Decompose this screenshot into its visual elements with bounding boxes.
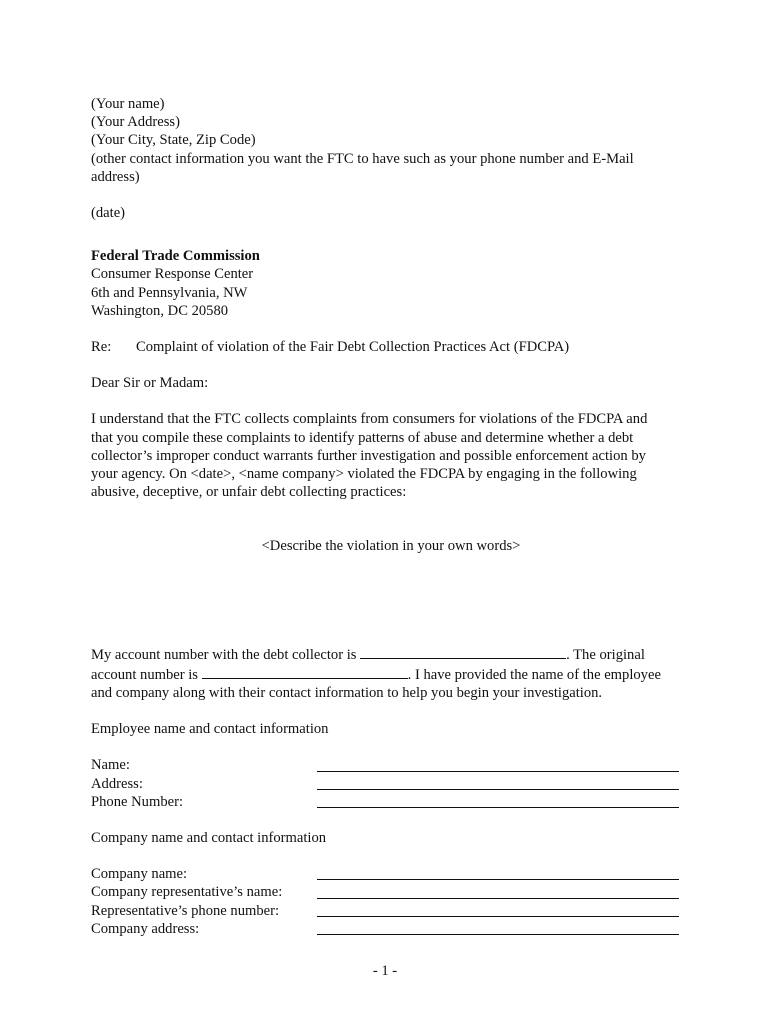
account-text: and company along with their contact information to help you begin your investigation. <box>91 685 603 702</box>
recipient-block <box>91 247 691 320</box>
sender-contact-line-1: (other contact information you want the FTC to have such as your phone number and E-Mail <box>91 150 634 167</box>
letter-date: (date) <box>91 205 126 222</box>
account-text: . I have provided the name of the employee <box>407 666 661 683</box>
sender-contact-line-2: address) <box>91 168 140 185</box>
field-label: Company address: <box>91 920 200 937</box>
employee-section-heading: Employee name and contact information <box>91 721 329 738</box>
company-representative-row <box>91 883 691 901</box>
describe-violation-prompt: <Describe the violation in your own words> <box>261 538 521 555</box>
company-fields <box>91 865 691 938</box>
company-name-field[interactable] <box>317 865 679 880</box>
sender-address: (Your Address) <box>91 114 180 131</box>
company-address-field[interactable] <box>317 920 679 935</box>
body-line: that you compile these complaints to identify patterns of abuse and determine whether a debt <box>91 429 634 446</box>
sender-city-state-zip: (Your City, State, Zip Code) <box>91 132 256 149</box>
employee-name-row <box>91 756 691 774</box>
company-name-row <box>91 865 691 883</box>
subject-line <box>91 338 691 356</box>
representative-phone-row <box>91 902 691 920</box>
debt-collector-account-number-field[interactable] <box>360 644 566 659</box>
field-label: Representative’s phone number: <box>91 902 280 919</box>
employee-address-field[interactable] <box>317 775 679 790</box>
body-paragraph <box>91 410 691 501</box>
letter-page <box>91 95 691 938</box>
subject-label: Re: <box>91 339 112 356</box>
sender-name: (Your name) <box>91 96 165 112</box>
original-account-number-field[interactable] <box>202 664 408 679</box>
body-line: I understand that the FTC collects complaints from consumers for violations of the FDCPA and <box>91 411 648 428</box>
field-label: Company name: <box>91 866 188 883</box>
company-representative-field[interactable] <box>317 884 679 899</box>
sender-block <box>91 95 691 186</box>
field-label: Address: <box>91 775 143 792</box>
account-paragraph <box>91 644 691 703</box>
body-line: collector’s improper conduct warrants further investigation and possible enforcement action by <box>91 447 646 464</box>
employee-address-row <box>91 775 691 793</box>
recipient-dept: Consumer Response Center <box>91 266 254 283</box>
recipient-org: Federal Trade Commission <box>91 248 260 265</box>
company-address-row <box>91 920 691 938</box>
body-line: your agency. On <date>, <name company> violated the FDCPA by engaging in the following <box>91 466 637 483</box>
field-label: Phone Number: <box>91 793 184 810</box>
representative-phone-field[interactable] <box>317 902 679 917</box>
company-section-heading: Company name and contact information <box>91 830 327 847</box>
employee-fields <box>91 756 691 811</box>
page-number: - 1 - <box>372 963 398 979</box>
field-label: Company representative’s name: <box>91 884 283 901</box>
field-label: Name: <box>91 757 130 774</box>
recipient-street: 6th and Pennsylvania, NW <box>91 284 248 301</box>
body-line: abusive, deceptive, or unfair debt collecting practices: <box>91 484 407 501</box>
account-text: account number is <box>91 666 198 683</box>
account-text: . The original <box>566 646 645 663</box>
employee-phone-field[interactable] <box>317 793 679 808</box>
account-text: My account number with the debt collector is <box>91 646 357 663</box>
employee-phone-row <box>91 793 691 811</box>
recipient-city: Washington, DC 20580 <box>91 302 229 319</box>
subject-text: Complaint of violation of the Fair Debt Collection Practices Act (FDCPA) <box>136 339 570 356</box>
salutation: Dear Sir or Madam: <box>91 375 209 392</box>
employee-name-field[interactable] <box>317 757 679 772</box>
